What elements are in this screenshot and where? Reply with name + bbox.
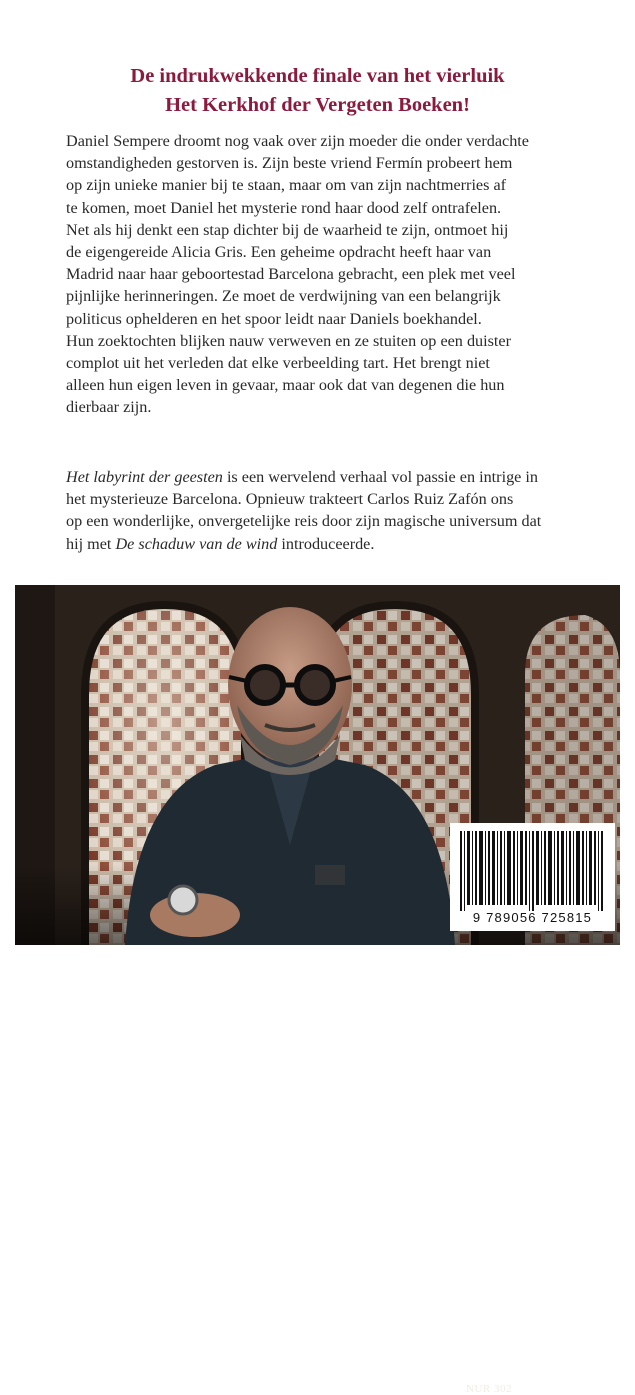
blurb-line: Hun zoektochten blijken nauw verweven en ze stuiten op een duister [66, 331, 512, 350]
blurb-line: pijnlijke herinneringen. Ze moet de verdwijning van een belangrijk [66, 287, 501, 306]
blurb-line: Madrid naar haar geboortestad Barcelona gebracht, een plek met veel [66, 265, 516, 284]
author-photo [15, 585, 620, 1395]
blurb-line: omstandigheden gestorven is. Zijn beste vriend Fermín probeert hem [66, 154, 513, 173]
isbn-number: 9 789056 725815 [472, 910, 593, 925]
blurb-line: complot uit het verleden dat elke verbeelding tart. Het brengt niet [66, 354, 490, 373]
barcode-bars [450, 831, 615, 911]
blurb-line: politicus ophelderen en het spoor leidt naar Daniels boekhandel. [66, 309, 482, 328]
book-title: De schaduw van de wind [115, 534, 278, 553]
book-title: Het labyrint der geesten [66, 468, 223, 486]
promo-text: is een wervelend verhaal vol passie en intrige in [222, 468, 538, 486]
promo-text: introduceerde. [277, 534, 375, 553]
promo-text: hij met [66, 534, 116, 553]
headline-line-1: De indrukwekkende finale van het vierluik [130, 65, 505, 87]
promo-line: op een wonderlijke, onvergetelijke reis door zijn magische universum dat [66, 512, 542, 531]
blurb-paragraph [66, 130, 578, 419]
promo-line: het mysterieuze Barcelona. Opnieuw trakteert Carlos Ruiz Zafón ons [66, 490, 514, 509]
blurb-line: te komen, moet Daniel het mysterie rond haar dood zelf ontrafelen. [66, 198, 502, 217]
blurb-line: Daniel Sempere droomt nog vaak over zijn moeder die onder verdachte [66, 132, 529, 150]
headline [0, 62, 635, 120]
blurb-line: op zijn unieke manier bij te staan, maar om van zijn nachtmerries af [66, 176, 507, 195]
blurb-line: de eigengereide Alicia Gris. Een geheime opdracht heeft haar van [66, 243, 492, 262]
promo-line [66, 533, 578, 555]
promo-paragraph [66, 466, 578, 555]
promo-line [66, 466, 578, 488]
headline-line-2: Het Kerkhof der Vergeten Boeken! [165, 94, 470, 116]
nur-code: NUR 302 [466, 1383, 512, 1395]
isbn-barcode [450, 823, 615, 931]
blurb-line: Net als hij denkt een stap dichter bij de waarheid te zijn, ontmoet hij [66, 220, 509, 239]
blurb-line: alleen hun eigen leven in gevaar, maar ook dat van degenen die hun [66, 376, 505, 395]
blurb-line: dierbaar zijn. [66, 398, 152, 417]
